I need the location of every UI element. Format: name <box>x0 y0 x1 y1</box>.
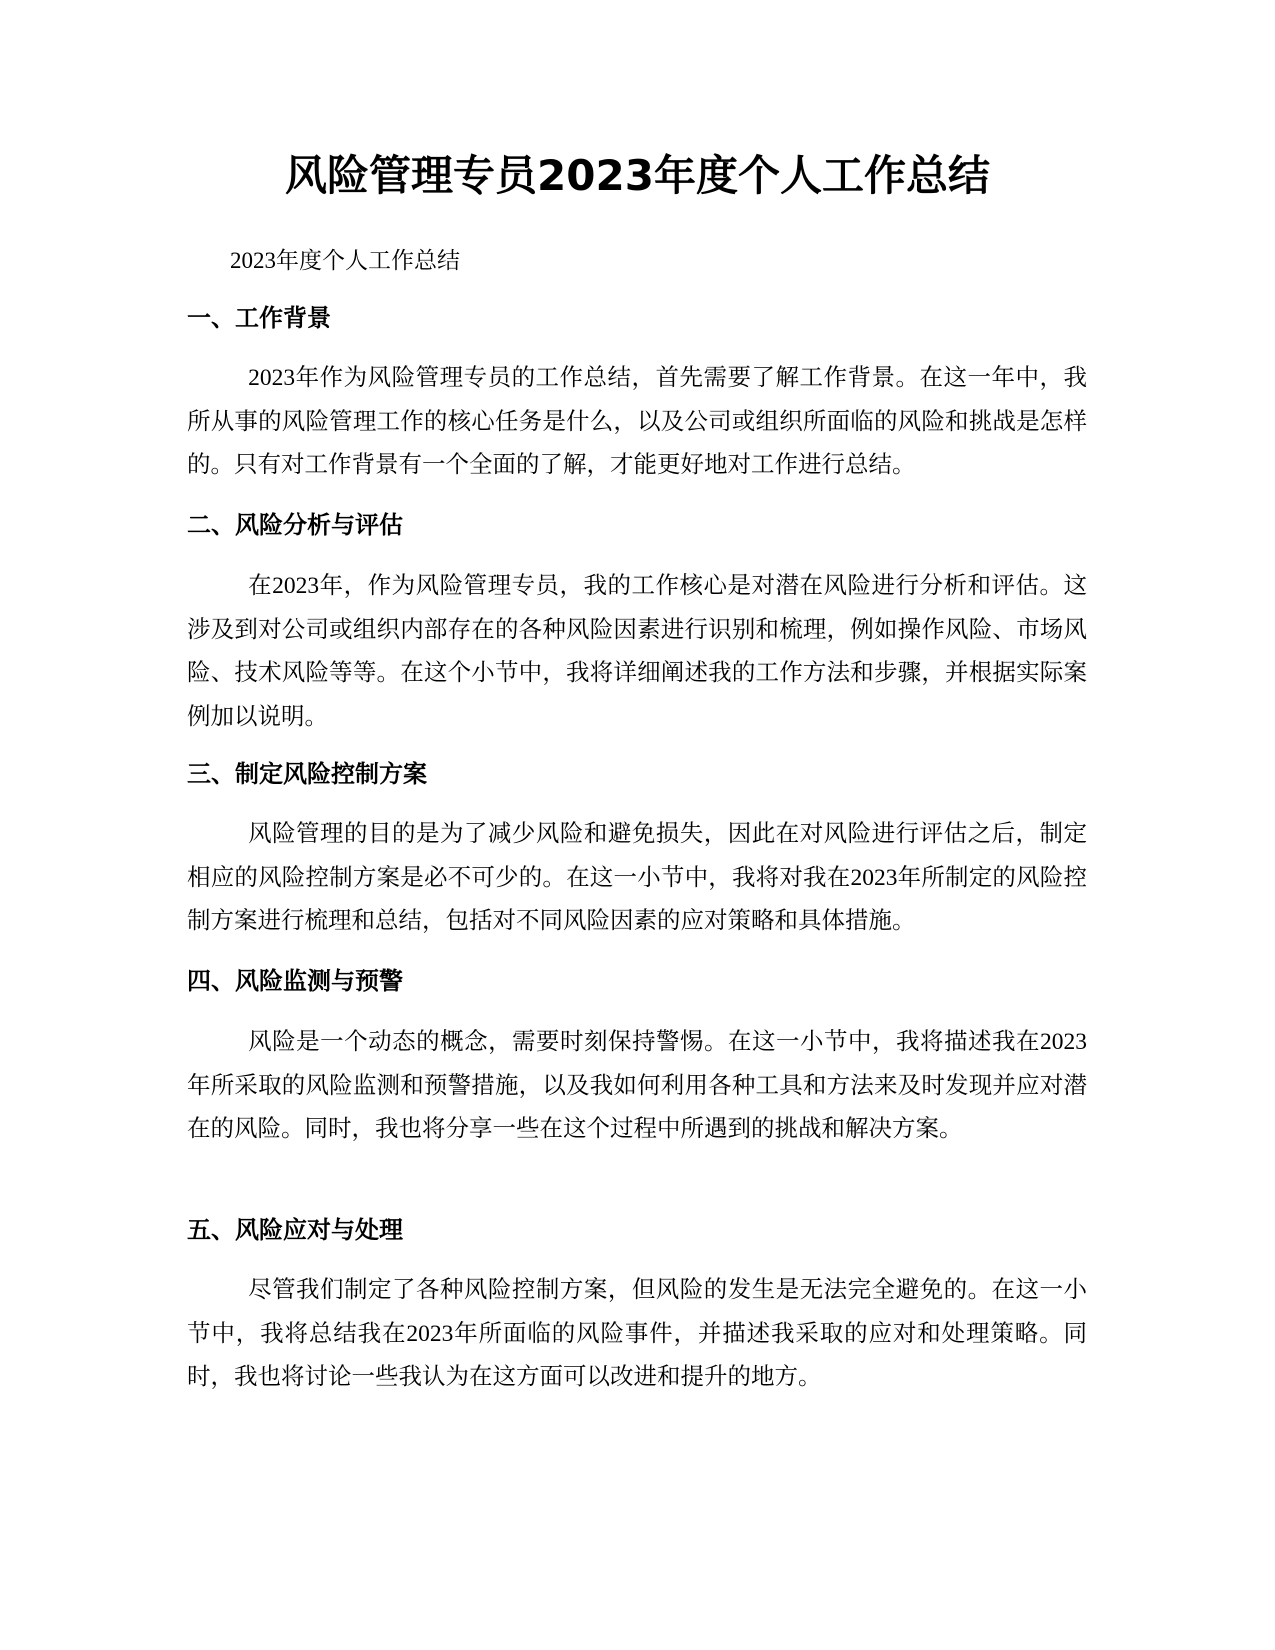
document-subtitle: 2023年度个人工作总结 <box>230 248 460 273</box>
section-body-background: 2023年作为风险管理专员的工作总结，首先需要了解工作背景。在这一年中，我所从事的风险管理工作的核心任务是什么，以及公司或组织所面临的风险和挑战是怎样的。只有对工作背景有一个全面的了解，才能更好地对工作进行总结。 <box>187 365 1087 478</box>
section-heading-background: 一、工作背景 <box>187 304 331 332</box>
document-title: 风险管理专员2023年度个人工作总结 <box>285 151 990 200</box>
section-heading-risk-response: 五、风险应对与处理 <box>187 1216 403 1244</box>
section-heading-risk-control: 三、制定风险控制方案 <box>187 760 427 788</box>
section-heading-risk-monitoring: 四、风险监测与预警 <box>187 967 403 995</box>
section-body-risk-control: 风险管理的目的是为了减少风险和避免损失，因此在对风险进行评估之后，制定相应的风险控制方案是必不可少的。在这一小节中，我将对我在2023年所制定的风险控制方案进行梳理和总结，包括对不同风险因素的应对策略和具体措施。 <box>187 821 1087 934</box>
section-body-risk-analysis: 在2023年，作为风险管理专员，我的工作核心是对潜在风险进行分析和评估。这涉及到对公司或组织内部存在的各种风险因素进行识别和梳理，例如操作风险、市场风险、技术风险等等。在这个小节中，我将详细阐述我的工作方法和步骤，并根据实际案例加以说明。 <box>187 573 1087 730</box>
section-body-risk-monitoring: 风险是一个动态的概念，需要时刻保持警惕。在这一小节中，我将描述我在2023年所采取的风险监测和预警措施，以及我如何利用各种工具和方法来及时发现并应对潜在的风险。同时，我也将分享一些在这个过程中所遇到的挑战和解决方案。 <box>187 1029 1087 1142</box>
section-body-risk-response: 尽管我们制定了各种风险控制方案，但风险的发生是无法完全避免的。在这一小节中，我将总结我在2023年所面临的风险事件，并描述我采取的应对和处理策略。同时，我也将讨论一些我认为在这方面可以改进和提升的地方。 <box>187 1277 1087 1390</box>
section-heading-risk-analysis: 二、风险分析与评估 <box>187 511 403 539</box>
